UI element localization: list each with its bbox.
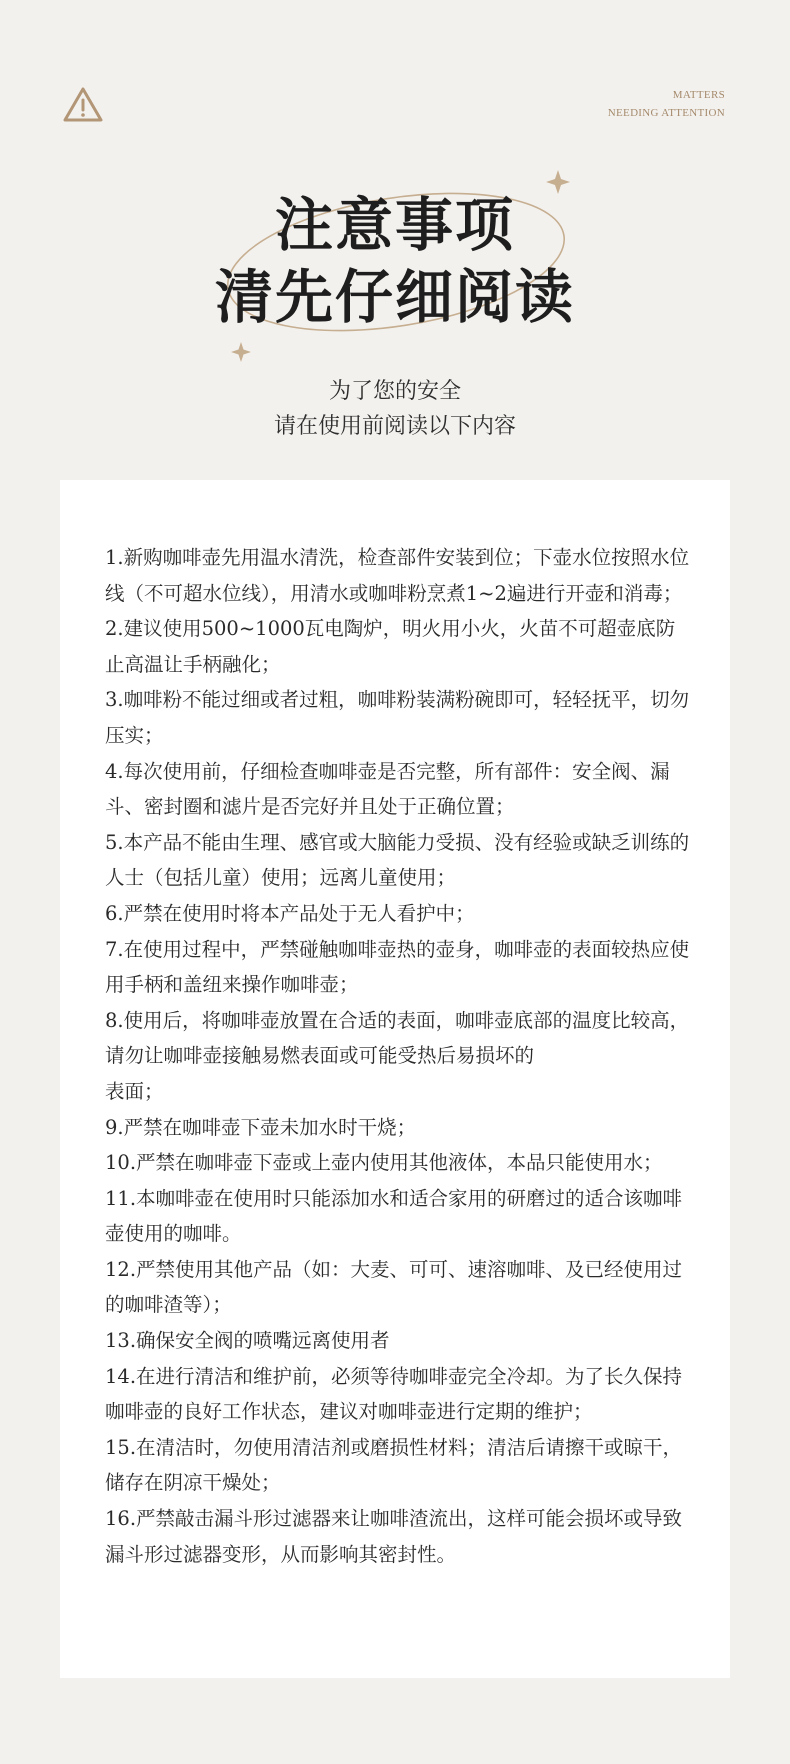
notice-item: 16.严禁敲击漏斗形过滤器来让咖啡渣流出，这样可能会损坏或导致漏斗形过滤器变形，从而影响其密封性。 (105, 1507, 683, 1566)
title-line-2: 清先仔细阅读 (214, 263, 575, 331)
notice-item: 2.建议使用500~1000瓦电陶炉，明火用小火，火苗不可超壶底防止高温让手柄融化； (105, 617, 676, 676)
notice-list (105, 540, 690, 1572)
notice-item: 15.在清洁时，勿使用清洁剂或磨损性材料；清洁后请擦干或晾干，储存在阴凉干燥处； (105, 1435, 683, 1495)
subtitle-line-1: 为了您的安全 (328, 379, 461, 404)
notice-card (60, 480, 730, 1678)
notice-item: 14.在进行清洁和维护前，必须等待咖啡壶完全冷却。为了长久保持咖啡壶的良好工作状态，建议对咖啡壶进行定期的维护； (105, 1364, 683, 1424)
notice-item: 8.使用后，将咖啡壶放置在合适的表面，咖啡壶底部的温度比较高，请勿让咖啡壶接触易燃表面或可能受热后易损坏的 表面； (105, 1008, 690, 1103)
notice-item: 6.严禁在使用时将本产品处于无人看护中； (105, 901, 475, 925)
english-heading (608, 86, 725, 122)
english-heading-line2: NEEDING ATTENTION (607, 107, 725, 119)
notice-item: 1.新购咖啡壶先用温水清洗，检查部件安装到位；下壶水位按照水位线（不可超水位线），用清水或咖啡粉烹煮1~2遍进行开壶和消毒； (105, 546, 690, 605)
notice-item: 4.每次使用前，仔细检查咖啡壶是否完整，所有部件：安全阀、漏斗、密封圈和滤片是否完好并且处于正确位置； (105, 759, 670, 819)
subtitle-line-2: 请在使用前阅读以下内容 (273, 414, 516, 439)
subtitle (0, 374, 790, 444)
notice-item: 9.严禁在咖啡壶下壶未加水时干烧； (105, 1115, 417, 1139)
sparkle-icon (231, 342, 251, 362)
notice-item: 11.本咖啡壶在使用时只能添加水和适合家用的研磨过的适合该咖啡壶使用的咖啡。 (105, 1186, 683, 1246)
english-heading-line1: MATTERS (672, 89, 725, 101)
notice-item: 5.本产品不能由生理、感官或大脑能力受损、没有经验或缺乏训练的人士（包括儿童）使用；远离儿童使用； (105, 830, 690, 890)
notice-item: 13.确保安全阀的喷嘴远离使用者 (105, 1329, 390, 1353)
notice-item: 10.严禁在咖啡壶下壶或上壶内使用其他液体，本品只能使用水； (105, 1151, 663, 1175)
notice-item: 3.咖啡粉不能过细或者过粗，咖啡粉装满粉碗即可，轻轻抚平，切勿压实； (105, 688, 690, 747)
notice-item: 7.在使用过程中，严禁碰触咖啡壶热的壶身，咖啡壶的表面较热应使用手柄和盖纽来操作咖啡壶； (105, 937, 690, 997)
title-line-1: 注意事项 (274, 191, 515, 259)
notice-item: 12.严禁使用其他产品（如：大麦、可可、速溶咖啡、及已经使用过的咖啡渣等）； (105, 1257, 683, 1317)
title-block (0, 170, 790, 370)
warning-triangle-icon (62, 86, 104, 124)
